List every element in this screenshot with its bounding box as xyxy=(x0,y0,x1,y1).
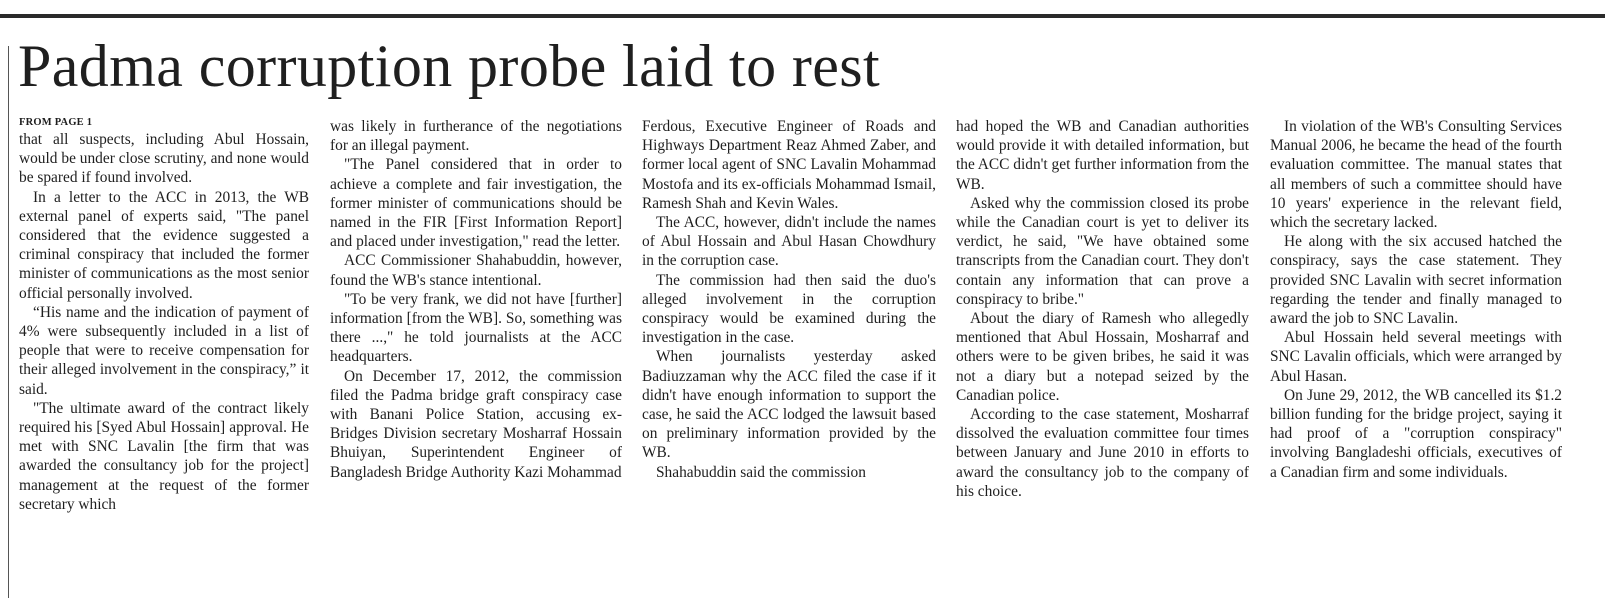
paragraph: The commission had then said the duo's alleged involvement in the corruption conspiracy would be examined during the investigation in the case. xyxy=(642,271,936,347)
article-column-3 xyxy=(642,117,936,482)
paragraph: According to the case statement, Mosharraf dissolved the evaluation committee four times between January and June 2010 in efforts to award the consultancy job to the company of his choice. xyxy=(956,406,1249,500)
paragraph: Abul Hossain held several meetings with SNC Lavalin officials, which were arranged by Abul Hasan. xyxy=(1270,329,1562,385)
paragraph: "To be very frank, we did not have [further] information [from the WB]. So, something was there ...," he told journalists at the ACC headquarters. xyxy=(330,290,622,366)
paragraph: He along with the six accused hatched the conspiracy, says the case statement. They provided SNC Lavalin with secret information regarding the tender and finally managed to award the job to SNC Lavalin. xyxy=(1270,233,1562,328)
column-rule xyxy=(8,46,9,598)
paragraph: About the diary of Ramesh who allegedly mentioned that Abul Hossain, Mosharraf and others were to be given bribes, he said it was not a diary but a notepad seized by the Canadian police. xyxy=(956,310,1249,404)
headline: Padma corruption probe laid to rest xyxy=(18,33,881,99)
article-column-5 xyxy=(1270,117,1562,482)
top-rule xyxy=(0,14,1605,18)
paragraph: had hoped the WB and Canadian authorities would provide it with detailed information, but the ACC didn't get further information from the WB. xyxy=(956,118,1250,193)
paragraph: On June 29, 2012, the WB cancelled its $1.2 billion funding for the bridge project, saying it had proof of a "corruption conspiracy" involving Bangladeshi officials, executives of a Canadian firm and some individuals. xyxy=(1270,386,1562,481)
paragraph: "The ultimate award of the contract likely required his [Syed Abul Hossain] approval. He met with SNC Lavalin [the firm that was awarded the consultancy job for the project] management at the request of the former secretary which xyxy=(19,399,309,513)
paragraph: ACC Commissioner Shahabuddin, however, found the WB's stance intentional. xyxy=(330,252,622,289)
paragraph: The ACC, however, didn't include the names of Abul Hossain and Abul Hasan Chowdhury in the corruption case. xyxy=(642,214,936,270)
kicker: FROM PAGE 1 xyxy=(19,117,93,128)
paragraph: On December 17, 2012, the commission filed the Padma bridge graft conspiracy case with Banani Police Station, accusing ex-Bridges Division secretary Mosharraf Hossain Bhuiyan, Superintendent Engineer of Bangladesh Bridge Authority Kazi Mohammad xyxy=(330,367,622,481)
paragraph: When journalists yesterday asked Badiuzzaman why the ACC filed the case if it didn't have enough information to support the case, he said the ACC lodged the lawsuit based on preliminary information provided by the WB. xyxy=(642,348,936,462)
paragraph: "The Panel considered that in order to achieve a complete and fair investigation, the former minister of communications should be named in the FIR [First Information Report] and placed under investigation," read the letter. xyxy=(330,156,622,251)
article-column-2 xyxy=(330,117,622,482)
paragraph: In a letter to the ACC in 2013, the WB external panel of experts said, "The panel considered that the evidence suggested a criminal conspiracy that included the former minister of communications as the most senior official personally involved. xyxy=(19,188,309,302)
paragraph: Shahabuddin said the commission xyxy=(656,463,866,481)
paragraph: “His name and the indication of payment of 4% were subsequently included in a list of people that were to receive compensation for their alleged involvement in the conspiracy,” it said. xyxy=(19,303,309,398)
paragraph: In violation of the WB's Consulting Services Manual 2006, he became the head of the fourth evaluation committee. The manual states that all members of such a committee should have 10 years' experience in the relevant field, which the secretary lacked. xyxy=(1270,118,1562,232)
paragraph: Ferdous, Executive Engineer of Roads and Highways Department Reaz Ahmed Zaber, and former local agent of SNC Lavalin Mohammad Mostofa and its ex-officials Mohammad Ismail, Ramesh Shah and Kevin Wales. xyxy=(642,118,936,212)
paragraph: Asked why the commission closed its probe while the Canadian court is yet to deliver its verdict, he said, "We have obtained some transcripts from the Canadian court. They don't contain any information that can prove a conspiracy to bribe." xyxy=(956,194,1249,308)
paragraph: was likely in furtherance of the negotiations for an illegal payment. xyxy=(330,118,622,155)
article-column-1 xyxy=(19,117,309,514)
paragraph: that all suspects, including Abul Hossain, would be under close scrutiny, and none would be spared if found involved. xyxy=(19,131,309,187)
article-column-4 xyxy=(956,117,1249,501)
